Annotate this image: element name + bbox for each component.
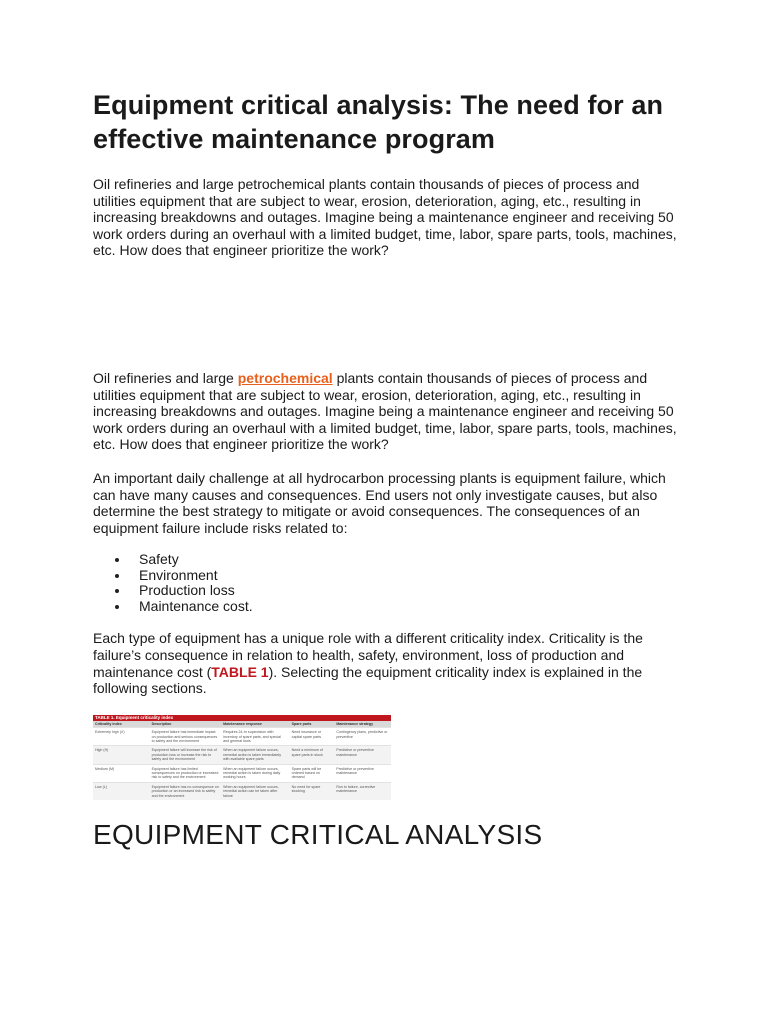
bullet-icon: [115, 558, 119, 562]
table-cell: Need a minimum of spare parts in stock: [290, 746, 335, 764]
table-header-row: [93, 721, 391, 728]
list-item: [93, 568, 683, 584]
consequence-list: [93, 552, 683, 614]
table-cell: When an equipment failure occurs, remedial action is taken immediately with available spare parts: [221, 746, 290, 764]
paragraph-text: Each type of equipment has a unique role with a different criticality index. Criticality is the failure’s consequence in relation to health, safety, environment, loss of production and maintenance cost (: [93, 630, 643, 680]
table-cell: Equipment failure has limited consequences on production or increased risk to safety and the environment: [150, 764, 222, 782]
table-row: [93, 746, 391, 764]
table-cell: When an equipment failure occurs, remedial action is taken during daily working hours: [221, 764, 290, 782]
table-cell: No need for spare stocking: [290, 782, 335, 800]
table-title: TABLE 1. Equipment criticality index: [93, 715, 391, 721]
list-item: [93, 552, 683, 568]
paragraph-text: ). Selecting the equipment criticality index is explained in the following sections.: [93, 663, 643, 697]
table-cell: Run to failure, corrective maintenance: [334, 782, 391, 800]
table-cell: Equipment failure has immediate impact on production and serious consequences to safety and the environment: [150, 728, 222, 746]
list-item: [93, 599, 683, 615]
bullet-icon: [115, 589, 119, 593]
table-cell: High (H): [93, 746, 150, 764]
column-header: Spare parts: [290, 721, 335, 728]
table-cell: Low (L): [93, 782, 150, 800]
table-cell: Spare parts will be ordered based on demand: [290, 764, 335, 782]
column-header: Criticality index: [93, 721, 150, 728]
article: [93, 88, 683, 852]
table-cell: Equipment failure has no consequence on production or an increased risk to safety and the environment: [150, 782, 222, 800]
list-item-label: Maintenance cost.: [139, 597, 253, 614]
table-cell: When an equipment failure occurs, remedial action can be taken after failure: [221, 782, 290, 800]
body-paragraph-3: [93, 630, 683, 696]
section-heading: EQUIPMENT CRITICAL ANALYSIS: [93, 818, 543, 850]
table-cell: Need insurance or capital spare parts: [290, 728, 335, 746]
bullet-icon: [115, 574, 119, 578]
paragraph-text: plants contain thousands of pieces of process and utilities equipment that are subject to wear, erosion, deterioration, aging, etc., resulting in increasing breakdowns and outages. Imagine being a maintenance engineer and receiving 50 work orders during an overhaul with a limited budget, time, labor, spare parts, tools, machines, etc. How does that engineer prioritize the work?: [93, 369, 677, 453]
table-row: [93, 782, 391, 800]
list-item: [93, 583, 683, 599]
paragraph-text: Oil refineries and large: [93, 369, 238, 386]
table-row: [93, 764, 391, 782]
criticality-table: [93, 721, 391, 800]
intro-paragraph: Oil refineries and large petrochemical plants contain thousands of pieces of process and utilities equipment that are subject to wear, erosion, deterioration, aging, etc., resulting in increasing breakdowns and outages. Imagine being a maintenance engineer and receiving 50 work orders during an overhaul with a limited budget, time, labor, spare parts, tools, machines, etc. How does that engineer prioritize the work?: [93, 176, 677, 259]
article-title: Equipment critical analysis: The need for an effective maintenance program: [93, 90, 664, 154]
column-header: Maintenance strategy: [334, 721, 391, 728]
list-item-label: Environment: [139, 566, 218, 583]
body-paragraph-2: An important daily challenge at all hydrocarbon processing plants is equipment failure, which can have many causes and consequences. End users not only investigate causes, but also determine the best strategy to mitigate or avoid consequences. The consequences of an equipment failure include risks related to:: [93, 469, 666, 536]
table-cell: Predictive or preventive maintenance: [334, 764, 391, 782]
bullet-icon: [115, 605, 119, 609]
petrochemical-link[interactable]: petrochemical: [237, 369, 333, 386]
table-cell: Extremely high (X): [93, 728, 150, 746]
column-header: Maintenance response: [221, 721, 290, 728]
table-cell: Predictive or preventive maintenance: [334, 746, 391, 764]
column-header: Description: [150, 721, 222, 728]
table-cell: Contingency plans, predictive or preventive: [334, 728, 391, 746]
table-1-image[interactable]: [93, 715, 391, 800]
table-cell: Medium (M): [93, 764, 150, 782]
body-paragraph-1: [93, 370, 683, 453]
list-item-label: Production loss: [139, 582, 235, 599]
list-item-label: Safety: [139, 551, 179, 568]
table-row: [93, 728, 391, 746]
table-1-reference-link[interactable]: TABLE 1: [211, 663, 269, 680]
table-cell: Requires 24-hr supervision with inventory of spare parts, and special and general tools: [221, 728, 290, 746]
table-cell: Equipment failure will increase the risk of production loss or increase the risk to safety and the environment: [150, 746, 222, 764]
